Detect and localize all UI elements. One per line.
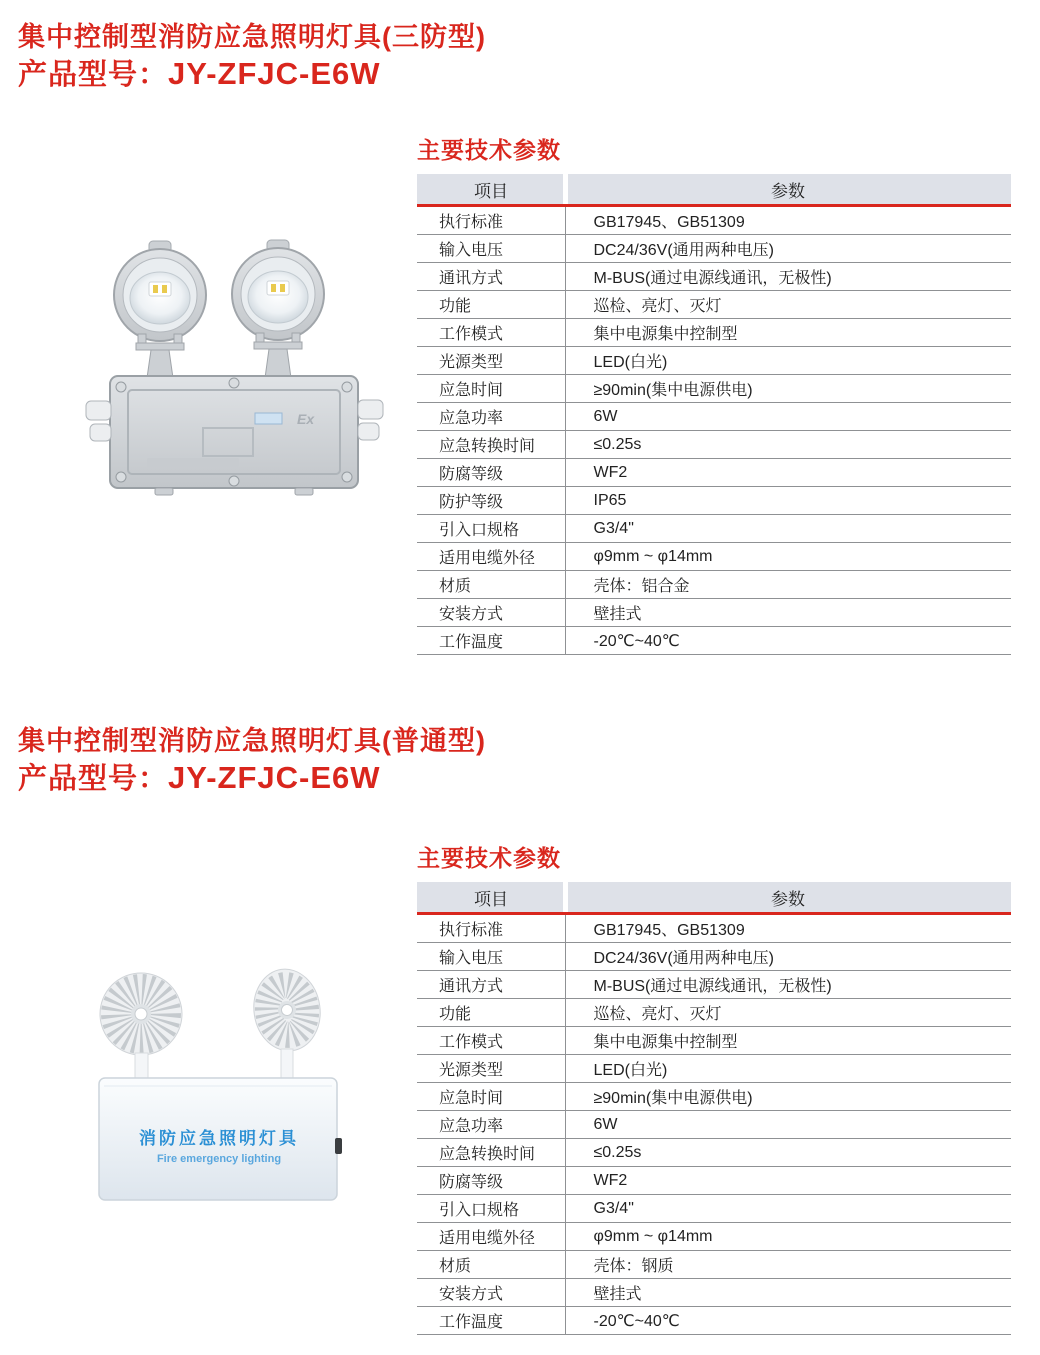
specs-table-sanfang (417, 174, 1011, 655)
column-header-item: 项目 (417, 882, 565, 914)
spec-item-label: 应急功率 (417, 403, 565, 431)
column-header-param: 参数 (565, 174, 1011, 206)
spec-value: 巡检、亮灯、灭灯 (565, 291, 1011, 319)
spec-row (417, 515, 1011, 543)
spec-row (417, 1083, 1011, 1111)
spec-item-label: 执行标准 (417, 206, 565, 235)
embossed-text-area (147, 458, 239, 467)
spec-value: WF2 (565, 1167, 1011, 1195)
spec-row (417, 431, 1011, 459)
spec-row (417, 1055, 1011, 1083)
product-label-en: Fire emergency lighting (156, 1153, 282, 1165)
spec-row (417, 375, 1011, 403)
spec-row (417, 1307, 1011, 1335)
spec-value: -20℃~40℃ (565, 1307, 1011, 1335)
spec-row (417, 459, 1011, 487)
spec-value: φ9mm ~ φ14mm (565, 1223, 1011, 1251)
section-title-sanfang (18, 20, 486, 93)
spec-item-label: 应急时间 (417, 375, 565, 403)
lamp-stem-right (281, 1049, 293, 1080)
product-photo-putong (95, 962, 345, 1207)
spec-row (417, 599, 1011, 627)
section-title-putong (18, 724, 486, 797)
spec-item-label: 引入口规格 (417, 1195, 565, 1223)
lamp-head-left (114, 241, 206, 341)
spec-value: GB17945、GB51309 (565, 206, 1011, 235)
spec-item-label: 防腐等级 (417, 459, 565, 487)
spec-item-label: 引入口规格 (417, 515, 565, 543)
spec-value: 壁挂式 (565, 599, 1011, 627)
spec-item-label: 应急转换时间 (417, 1139, 565, 1167)
brand-label (255, 413, 282, 424)
spec-item-label: 材质 (417, 571, 565, 599)
spec-item-label: 工作模式 (417, 319, 565, 347)
spec-item-label: 光源类型 (417, 1055, 565, 1083)
putong-luminaire-illustration (95, 962, 345, 1207)
spec-item-label: 应急时间 (417, 1083, 565, 1111)
table-header-row (417, 174, 1011, 206)
lamp-stem-left (135, 1053, 148, 1080)
spec-row (417, 1027, 1011, 1055)
spec-row (417, 291, 1011, 319)
spec-value: DC24/36V(通用两种电压) (565, 235, 1011, 263)
spec-item-label: 适用电缆外径 (417, 543, 565, 571)
side-switch (335, 1138, 342, 1154)
spec-item-label: 应急功率 (417, 1111, 565, 1139)
specs-block-sanfang (417, 132, 1011, 655)
spec-value: WF2 (565, 459, 1011, 487)
spec-value: G3/4" (565, 1195, 1011, 1223)
product-label-cn: 消防应急照明灯具 (139, 1129, 299, 1148)
spec-row (417, 627, 1011, 655)
spec-row (417, 971, 1011, 999)
sanfang-luminaire-illustration (85, 238, 385, 498)
spec-row (417, 543, 1011, 571)
spec-value: 壳体：铝合金 (565, 571, 1011, 599)
spec-row (417, 347, 1011, 375)
column-header-item: 项目 (417, 174, 565, 206)
spec-item-label: 工作模式 (417, 1027, 565, 1055)
spec-value: 6W (565, 403, 1011, 431)
lamp-head-left (100, 973, 182, 1055)
spec-value: 巡检、亮灯、灭灯 (565, 999, 1011, 1027)
spec-item-label: 防腐等级 (417, 1167, 565, 1195)
specs-heading: 主要技术参数 (417, 845, 561, 871)
header-divider-gap (563, 174, 568, 204)
spec-item-label: 安装方式 (417, 1279, 565, 1307)
spec-row (417, 319, 1011, 347)
model-number: JY-ZFJC-E6W (168, 56, 381, 91)
spec-value: 集中电源集中控制型 (565, 319, 1011, 347)
spec-value: ≥90min(集中电源供电) (565, 1083, 1011, 1111)
spec-row (417, 1167, 1011, 1195)
spec-item-label: 光源类型 (417, 347, 565, 375)
spec-item-label: 功能 (417, 291, 565, 319)
spec-row (417, 1195, 1011, 1223)
spec-item-label: 功能 (417, 999, 565, 1027)
spec-row (417, 1279, 1011, 1307)
spec-value: DC24/36V(通用两种电压) (565, 943, 1011, 971)
spec-value: LED(白光) (565, 1055, 1011, 1083)
spec-item-label: 输入电压 (417, 943, 565, 971)
model-label: 产品型号： (18, 59, 169, 91)
spec-row (417, 235, 1011, 263)
cable-gland-right (358, 400, 383, 440)
spec-value: 壳体：钢质 (565, 1251, 1011, 1279)
spec-row (417, 943, 1011, 971)
spec-value: -20℃~40℃ (565, 627, 1011, 655)
column-header-param: 参数 (565, 882, 1011, 914)
product-model-line (18, 760, 486, 797)
header-divider-gap (563, 882, 568, 912)
product-photo-sanfang (85, 238, 385, 498)
product-model-line (18, 56, 486, 93)
spec-item-label: 工作温度 (417, 627, 565, 655)
model-label: 产品型号： (18, 763, 169, 795)
spec-item-label: 适用电缆外径 (417, 1223, 565, 1251)
spec-item-label: 防护等级 (417, 487, 565, 515)
spec-item-label: 安装方式 (417, 599, 565, 627)
spec-value: ≤0.25s (565, 431, 1011, 459)
spec-row (417, 1111, 1011, 1139)
specs-table-putong (417, 882, 1011, 1335)
product-title: 集中控制型消防应急照明灯具(普通型) (18, 726, 486, 756)
spec-row (417, 206, 1011, 235)
spec-value: 壁挂式 (565, 1279, 1011, 1307)
spec-row (417, 403, 1011, 431)
model-number: JY-ZFJC-E6W (168, 760, 381, 795)
spec-item-label: 工作温度 (417, 1307, 565, 1335)
spec-item-label: 通讯方式 (417, 263, 565, 291)
spec-row (417, 1223, 1011, 1251)
table-header-row (417, 882, 1011, 914)
spec-value: IP65 (565, 487, 1011, 515)
spec-row (417, 571, 1011, 599)
spec-item-label: 材质 (417, 1251, 565, 1279)
spec-value: GB17945、GB51309 (565, 914, 1011, 943)
specs-block-putong (417, 840, 1011, 1335)
spec-value: φ9mm ~ φ14mm (565, 543, 1011, 571)
spec-row (417, 999, 1011, 1027)
spec-row (417, 1139, 1011, 1167)
spec-item-label: 输入电压 (417, 235, 565, 263)
spec-row (417, 487, 1011, 515)
lamp-head-right (232, 240, 324, 340)
spec-item-label: 应急转换时间 (417, 431, 565, 459)
spec-value: 集中电源集中控制型 (565, 1027, 1011, 1055)
ex-marking: Ex (297, 411, 315, 427)
spec-value: M-BUS(通过电源线通讯，无极性) (565, 971, 1011, 999)
luminaire-body (86, 376, 383, 495)
spec-value: ≥90min(集中电源供电) (565, 375, 1011, 403)
product-title: 集中控制型消防应急照明灯具(三防型) (18, 22, 486, 52)
cable-gland-left (86, 401, 111, 441)
spec-value: G3/4" (565, 515, 1011, 543)
spec-row (417, 1251, 1011, 1279)
spec-value: ≤0.25s (565, 1139, 1011, 1167)
spec-value: M-BUS(通过电源线通讯，无极性) (565, 263, 1011, 291)
spec-value: LED(白光) (565, 347, 1011, 375)
spec-item-label: 执行标准 (417, 914, 565, 943)
spec-item-label: 通讯方式 (417, 971, 565, 999)
specs-heading: 主要技术参数 (417, 137, 561, 163)
spec-value: 6W (565, 1111, 1011, 1139)
lamp-head-right (249, 965, 326, 1055)
spec-row (417, 914, 1011, 943)
spec-row (417, 263, 1011, 291)
